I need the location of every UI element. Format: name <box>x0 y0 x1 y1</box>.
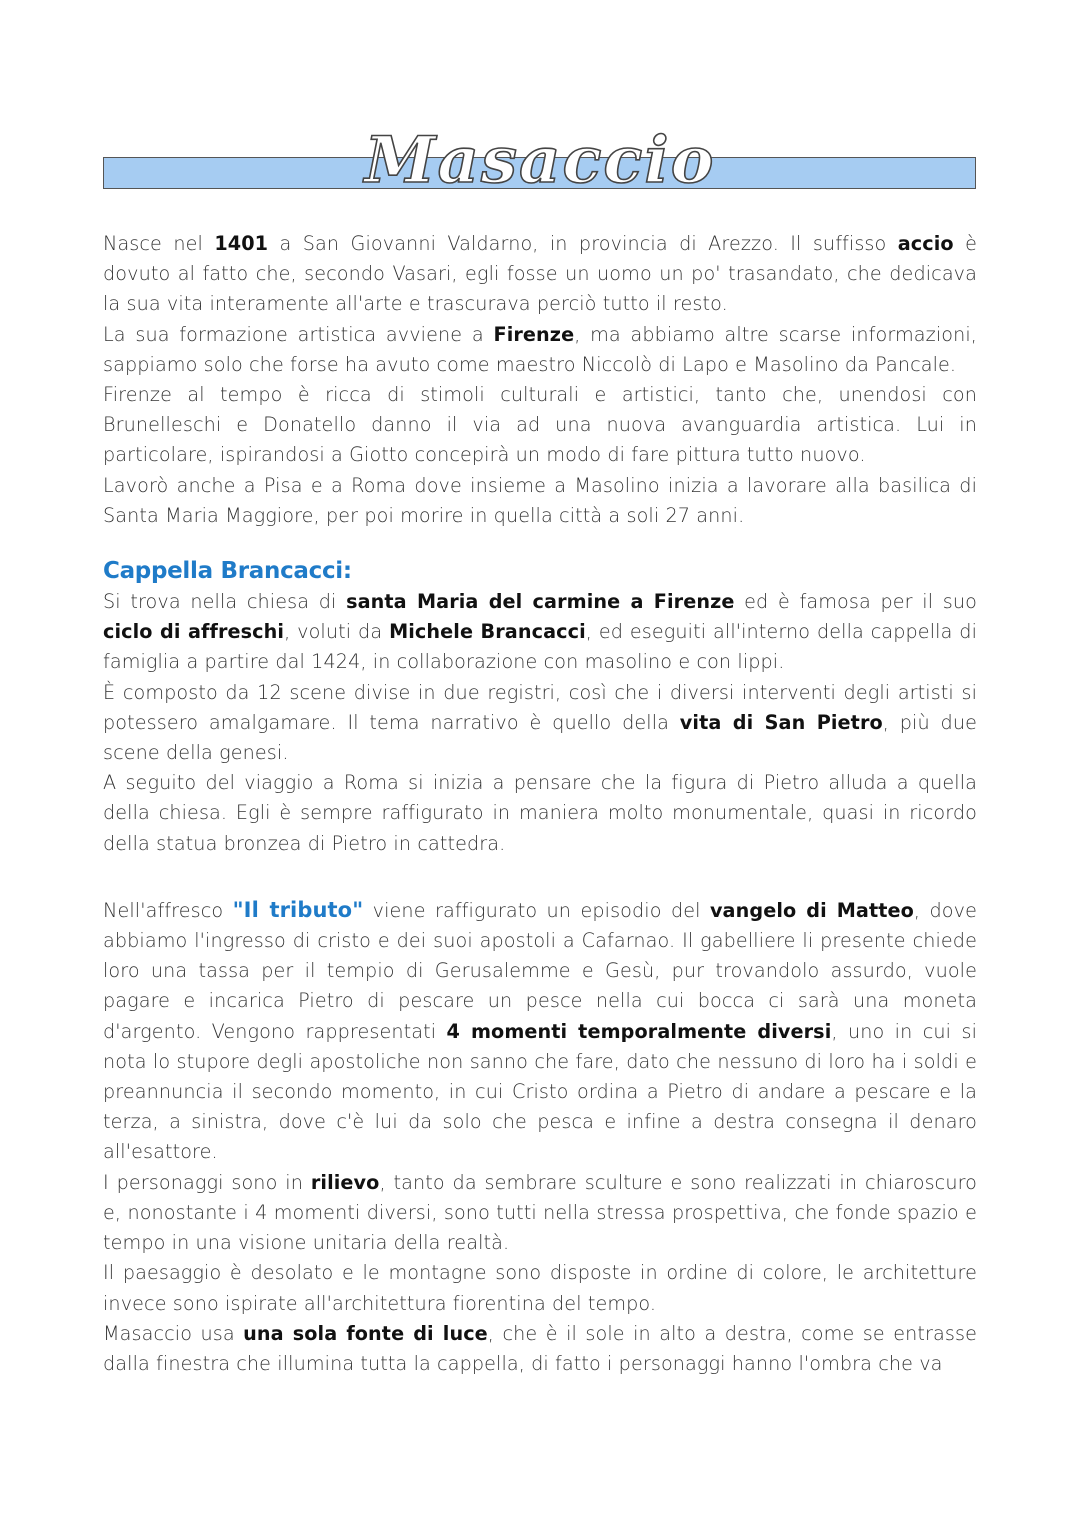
bold-term: una sola fonte di luce <box>243 1321 488 1345</box>
bold-term: vangelo di Matteo <box>709 898 914 922</box>
bold-term: 4 momenti temporalmente diversi <box>446 1019 832 1043</box>
intro-paragraph-4: Lavorò anche a Pisa e a Roma dove insieme a Masolino inizia a lavorare alla basilica di Santa Maria Maggiore, per poi morire in quella città a soli 27 anni. <box>103 473 977 527</box>
bold-term: 1401 <box>214 232 269 255</box>
cappella-paragraph-3: A seguito del viaggio a Roma si inizia a pensare che la figura di Pietro alluda a quella della chiesa. Egli è sempre raffigurato in maniera molto monumentale, quasi in ricordo della statua bronzea di Pietro in cattedra. <box>103 771 977 855</box>
tributo-paragraph-4: Masaccio usa una sola fonte di luce, che è il sole in alto a destra, come se entrasse dalla finestra che illumina tutta la cappella, di fatto i personaggi hanno l'ombra che va <box>103 1321 977 1375</box>
bold-term: Michele Brancacci <box>389 620 586 644</box>
title-lettering <box>340 112 740 222</box>
tributo-paragraph-2: I personaggi sono in rilievo, tanto da sembrare sculture e sono realizzati in chiaroscuro e, nonostante i 4 momenti diversi, sono tutti nella stressa prospettiva, che fonde spazio e tempo in una visione unitaria della realtà. <box>103 1170 978 1255</box>
fresco-title: "Il tributo" <box>232 897 364 922</box>
page-title: Masaccio <box>364 123 716 198</box>
bold-term: ciclo di affreschi <box>103 620 285 644</box>
intro-paragraph-3: Firenze al tempo è ricca di stimoli culturali e artistici, tanto che, unendosi con Brunelleschi e Donatello danno il via ad una nuova avanguardia artistica. Lui in particolare, ispirandosi a Giotto concepirà un modo di fare pittura tutto nuovo. <box>103 383 977 467</box>
bold-term: santa Maria del carmine a Firenze <box>346 590 735 614</box>
intro-paragraph-1: Nasce nel 1401 a San Giovanni Valdarno, in provincia di Arezzo. Il suffisso accio è dovuto al fatto che, secondo Vasari, egli fosse un uomo un po' trasandato, che dedicava la sua vita interamente all'arte e trascurava perciò tutto il resto. <box>103 232 977 316</box>
title-svg <box>340 112 740 222</box>
cappella-paragraph-2: È composto da 12 scene divise in due registri, così che i diversi interventi degli artisti si potessero amalgamare. Il tema narrativo è quello della vita di San Pietro, più due scene della genesi. <box>103 680 977 765</box>
cappella-paragraph-1: Si trova nella chiesa di santa Maria del carmine a Firenze ed è famosa per il suo ciclo di affreschi, voluti da Michele Brancacci, ed eseguiti all'interno della cappella di famiglia a partire dal 1424, in collaborazione con masolino e con lippi. <box>103 590 978 674</box>
content-body <box>103 229 977 1379</box>
tributo-paragraph-1: Nell'affresco "Il tributo" viene raffigurato un episodio del vangelo di Matteo, dove abbiamo l'ingresso di cristo e dei suoi apostoli a Cafarnao. Il gabelliere li presente chiede loro una tassa per il tempio di Gerusalemme e Gesù, pur trovandolo assurdo, vuole pagare e incarica Pietro di pescare un pesce nella cui bocca ci sarà una moneta d'argento. Vengono rappresentati 4 momenti temporalmente diversi, uno in cui si nota lo stupore degli apostoliche non sanno che fare, dato che nessuno di loro ha i soldi e preannuncia il secondo momento, in cui Cristo ordina a Pietro di andare a pescare e la terza, a sinistra, dove c'è lui da solo che pesca e infine a destra consegna il denaro all'esattore. <box>103 897 977 1164</box>
bold-term: vita di San Pietro <box>679 710 883 734</box>
bold-term: rilievo <box>310 1170 380 1194</box>
tributo-paragraph-3: Il paesaggio è desolato e le montagne sono disposte in ordine di colore, le architetture invece sono ispirate all'architettura fiorentina del tempo. <box>103 1261 977 1315</box>
section-heading-cappella: Cappella Brancacci: <box>103 558 352 585</box>
bold-term: accio <box>897 232 954 255</box>
intro-paragraph-2: La sua formazione artistica avviene a Firenze, ma abbiamo altre scarse informazioni, sappiamo solo che forse ha avuto come maestro Niccolò di Lapo e Masolino da Pancale. <box>103 322 977 376</box>
section-gap <box>103 859 977 895</box>
bold-term: Firenze <box>493 322 575 346</box>
